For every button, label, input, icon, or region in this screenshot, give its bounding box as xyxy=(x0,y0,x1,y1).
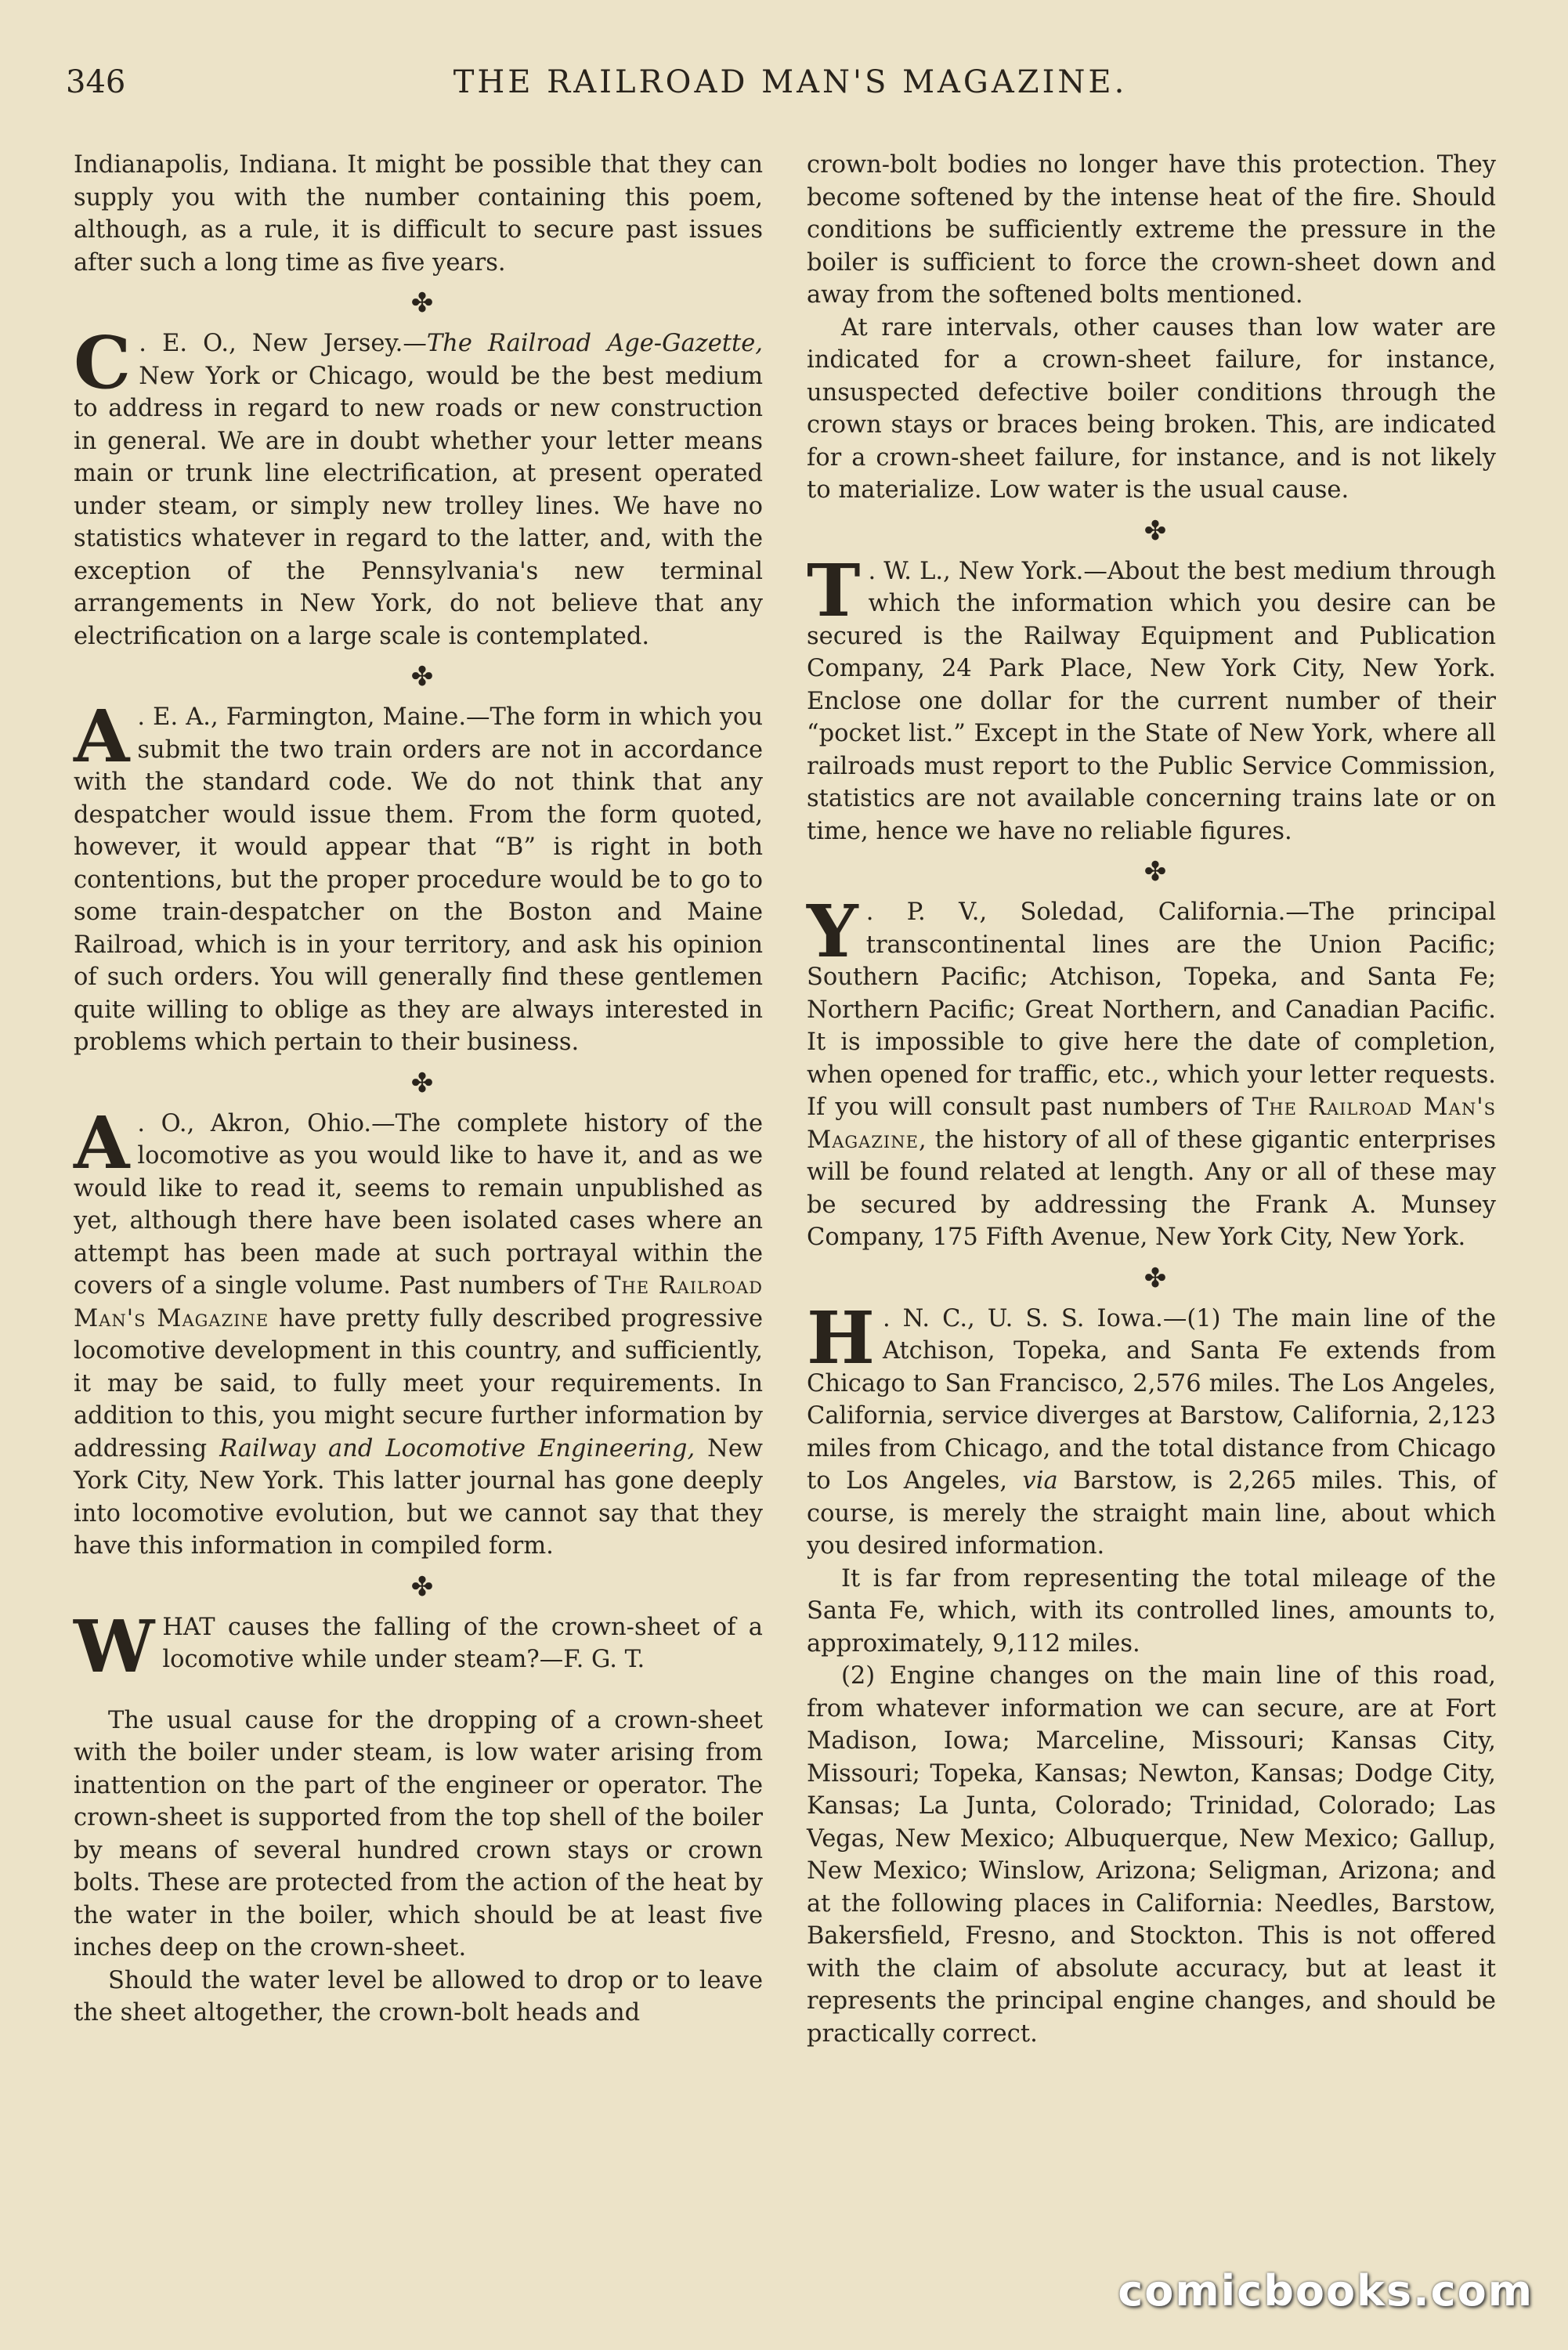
drop-cap: C xyxy=(74,320,132,405)
continuation-paragraph: At rare intervals, other causes than low water are indicated for a crown-sheet failure, for instance, unsuspected defective boiler conditions through the crown stays or braces being broken. This, are indicated for a crown-sheet failure, for instance, and is not likely to materialize. Low water is the usual cause. xyxy=(807,313,1496,504)
entry-aea-text: A . E. A., Farmington, Maine.—The form in which you submit the two train orders are not in accordance with the standard code. We do not think that any despatcher would issue them. From the form quoted, however, it would appear that “B” is right in both contentions, but the proper procedure would be to go to some train-despatcher on the Boston and Maine Railroad, which is in your territory, and ask his opinion of such orders. You will generally find these gentlemen quite willing to oblige as they are always interested in problems which pertain to their business. xyxy=(74,694,763,1056)
page-number: 346 xyxy=(66,64,126,100)
entry-ceo xyxy=(74,320,763,653)
fleuron-icon: ✤ xyxy=(1143,1262,1167,1294)
entry-hnc xyxy=(807,1295,1497,2051)
drop-cap: T xyxy=(807,548,861,633)
continuation-paragraph: crown-bolt bodies no longer have this protection. They become softened by the intense heat of the fire. Should conditions be sufficiently extreme the pressure in the boiler is sufficient to force the crown-sheet down and away from the softened bolts mentioned. xyxy=(807,151,1496,309)
section-separator xyxy=(74,1563,763,1611)
entry-ceo-text: C . E. O., New Jersey.—The Railroad Age-Gazette, New York or Chicago, would be the best medium to address in regard to new roads or new construction in general. We are in doubt whether your letter means main or trunk line electrification, at present operated under steam, or simply new trolley lines. We have no statistics whatever in regard to the latter, and, with the exception of the Pennsylvania's new terminal arrangements in New York, do not believe that any electrification on a large scale is contemplated. xyxy=(74,320,763,650)
fleuron-icon: ✤ xyxy=(1143,515,1167,547)
fleuron-icon: ✤ xyxy=(410,1571,434,1603)
entry-ypv-text: Y . P. V., Soledad, California.—The principal transcontinental lines are the Union Pacific; Southern Pacific; Atchison, Topeka, and Santa Fe; Northern Pacific; Great Northern, and Canadian Pacific. It is impossible to give here the date of completion, when opened for traffic, etc., which your letter requests. If you will consult past numbers of The Railroad Man's Magazine, the history of all of these gigantic enterprises will be found related at length. Any or all of these may be secured by addressing the Frank A. Munsey Company, 175 Fifth Avenue, New York City, New York. xyxy=(807,889,1496,1251)
entry-aea xyxy=(74,694,763,1059)
section-separator xyxy=(807,848,1496,896)
drop-cap: Y xyxy=(807,889,858,974)
fleuron-icon: ✤ xyxy=(410,1067,434,1099)
watermark-logo: comicbooks.com xyxy=(1118,2266,1534,2316)
running-title: THE RAILROAD MAN'S MAGAZINE. xyxy=(453,64,1128,100)
answer-paragraph: (2) Engine changes on the main line of this road, from whatever information we can secure, are at Fort Madison, Iowa; Marceline, Missouri; Kansas City, Missouri; Topeka, Kansas; Newton, Kansas; Dodge City, Kansas; La Junta, Colorado; Trinidad, Colorado; Las Vegas, New Mexico; Albuquerque, New Mexico; Gallup, New Mexico; Winslow, Arizona; Seligman, Arizona; and at the following places in California: Needles, Barstow, Bakersfield, Fresno, and Stockton. This is not offered with the claim of absolute accuracy, but at least it represents the principal engine changes, and should be practically correct. xyxy=(807,1662,1496,2048)
section-separator xyxy=(74,653,763,701)
entry-twl-text: T . W. L., New York.—About the best medium through which the information which you desire can be secured is the Railway Equipment and Publication Company, 24 Park Place, New York City, New York. Enclose one dollar for the current number of their “pocket list.” Except in the State of New York, where all railroads must report to the Public Service Commission, statistics are not available concerning trains late or on time, hence we have no reliable figures. xyxy=(807,548,1496,845)
entry-what xyxy=(74,1603,763,2030)
entry-ao-text: A . O., Akron, Ohio.—The complete history of the locomotive as you would like to have it, and as we would like to read it, seems to remain unpublished as yet, although there have been isolated cases where an attempt has been made at such portrayal within the covers of a single volume. Past numbers of The Railroad Man's Magazine have pretty fully described progressive locomotive development in this country, and sufficiently, it may be said, to fully meet your requirements. In addition to this, you might secure further information by addressing Railway and Locomotive Engineering, New York City, New York. This latter journal has gone deeply into locomotive evolution, but we cannot say that they have this information in compiled form. xyxy=(74,1100,763,1560)
intro-paragraph: Indianapolis, Indiana. It might be possible that they can supply you with the number containing this poem, although, as a rule, it is difficult to secure past issues after such a long time as five years. xyxy=(74,151,763,277)
right-column xyxy=(807,149,1496,2050)
drop-cap: A xyxy=(74,1100,130,1185)
section-separator xyxy=(74,279,763,327)
fleuron-icon: ✤ xyxy=(1143,856,1167,888)
section-separator xyxy=(807,507,1496,555)
entry-twl xyxy=(807,548,1496,848)
magazine-title: The Railroad Man's Magazine xyxy=(807,1094,1496,1154)
question-text: WHAT causes the falling of the crown-sheet of a locomotive while under steam?—F. G. T. xyxy=(74,1603,763,1689)
drop-cap: A xyxy=(74,694,130,779)
answer-paragraph: Should the water level be allowed to drop or to leave the sheet altogether, the crown-bolt heads and xyxy=(74,1966,763,2026)
answer-paragraph: The usual cause for the dropping of a crown-sheet with the boiler under steam, is low water arising from inattention on the part of the engineer or operator. The crown-sheet is supported from the top shell of the boiler by means of several hundred crown stays or crown bolts. These are protected from the action of the heat by the water in the boiler, which should be at least five inches deep on the crown-sheet. xyxy=(74,1706,763,1961)
fleuron-icon: ✤ xyxy=(410,287,434,319)
entry-ypv xyxy=(807,889,1496,1254)
entry-hnc-text: H . N. C., U. S. S. Iowa.—(1) The main line of the Atchison, Topeka, and Santa Fe extends from Chicago to San Francisco, 2,576 miles. The Los Angeles, California, service diverges at Barstow, California, 2,123 miles from Chicago, and the total distance from Chicago to Los Angeles, via Barstow, is 2,265 miles. This, of course, is merely the straight main line, about which you desired information. xyxy=(807,1295,1497,1560)
section-separator xyxy=(74,1059,763,1108)
drop-cap: W xyxy=(74,1603,155,1689)
fleuron-icon: ✤ xyxy=(410,661,434,692)
section-separator xyxy=(807,1254,1496,1303)
answer-paragraph: It is far from representing the total mileage of the Santa Fe, which, with its controlled lines, amounts to, approximately, 9,112 miles. xyxy=(807,1564,1496,1658)
page-header xyxy=(66,64,1515,111)
magazine-title: The Railroad Man's Magazine xyxy=(74,1272,763,1332)
left-column xyxy=(74,149,763,2030)
drop-cap: H xyxy=(807,1295,875,1380)
entry-ao xyxy=(74,1100,763,1563)
